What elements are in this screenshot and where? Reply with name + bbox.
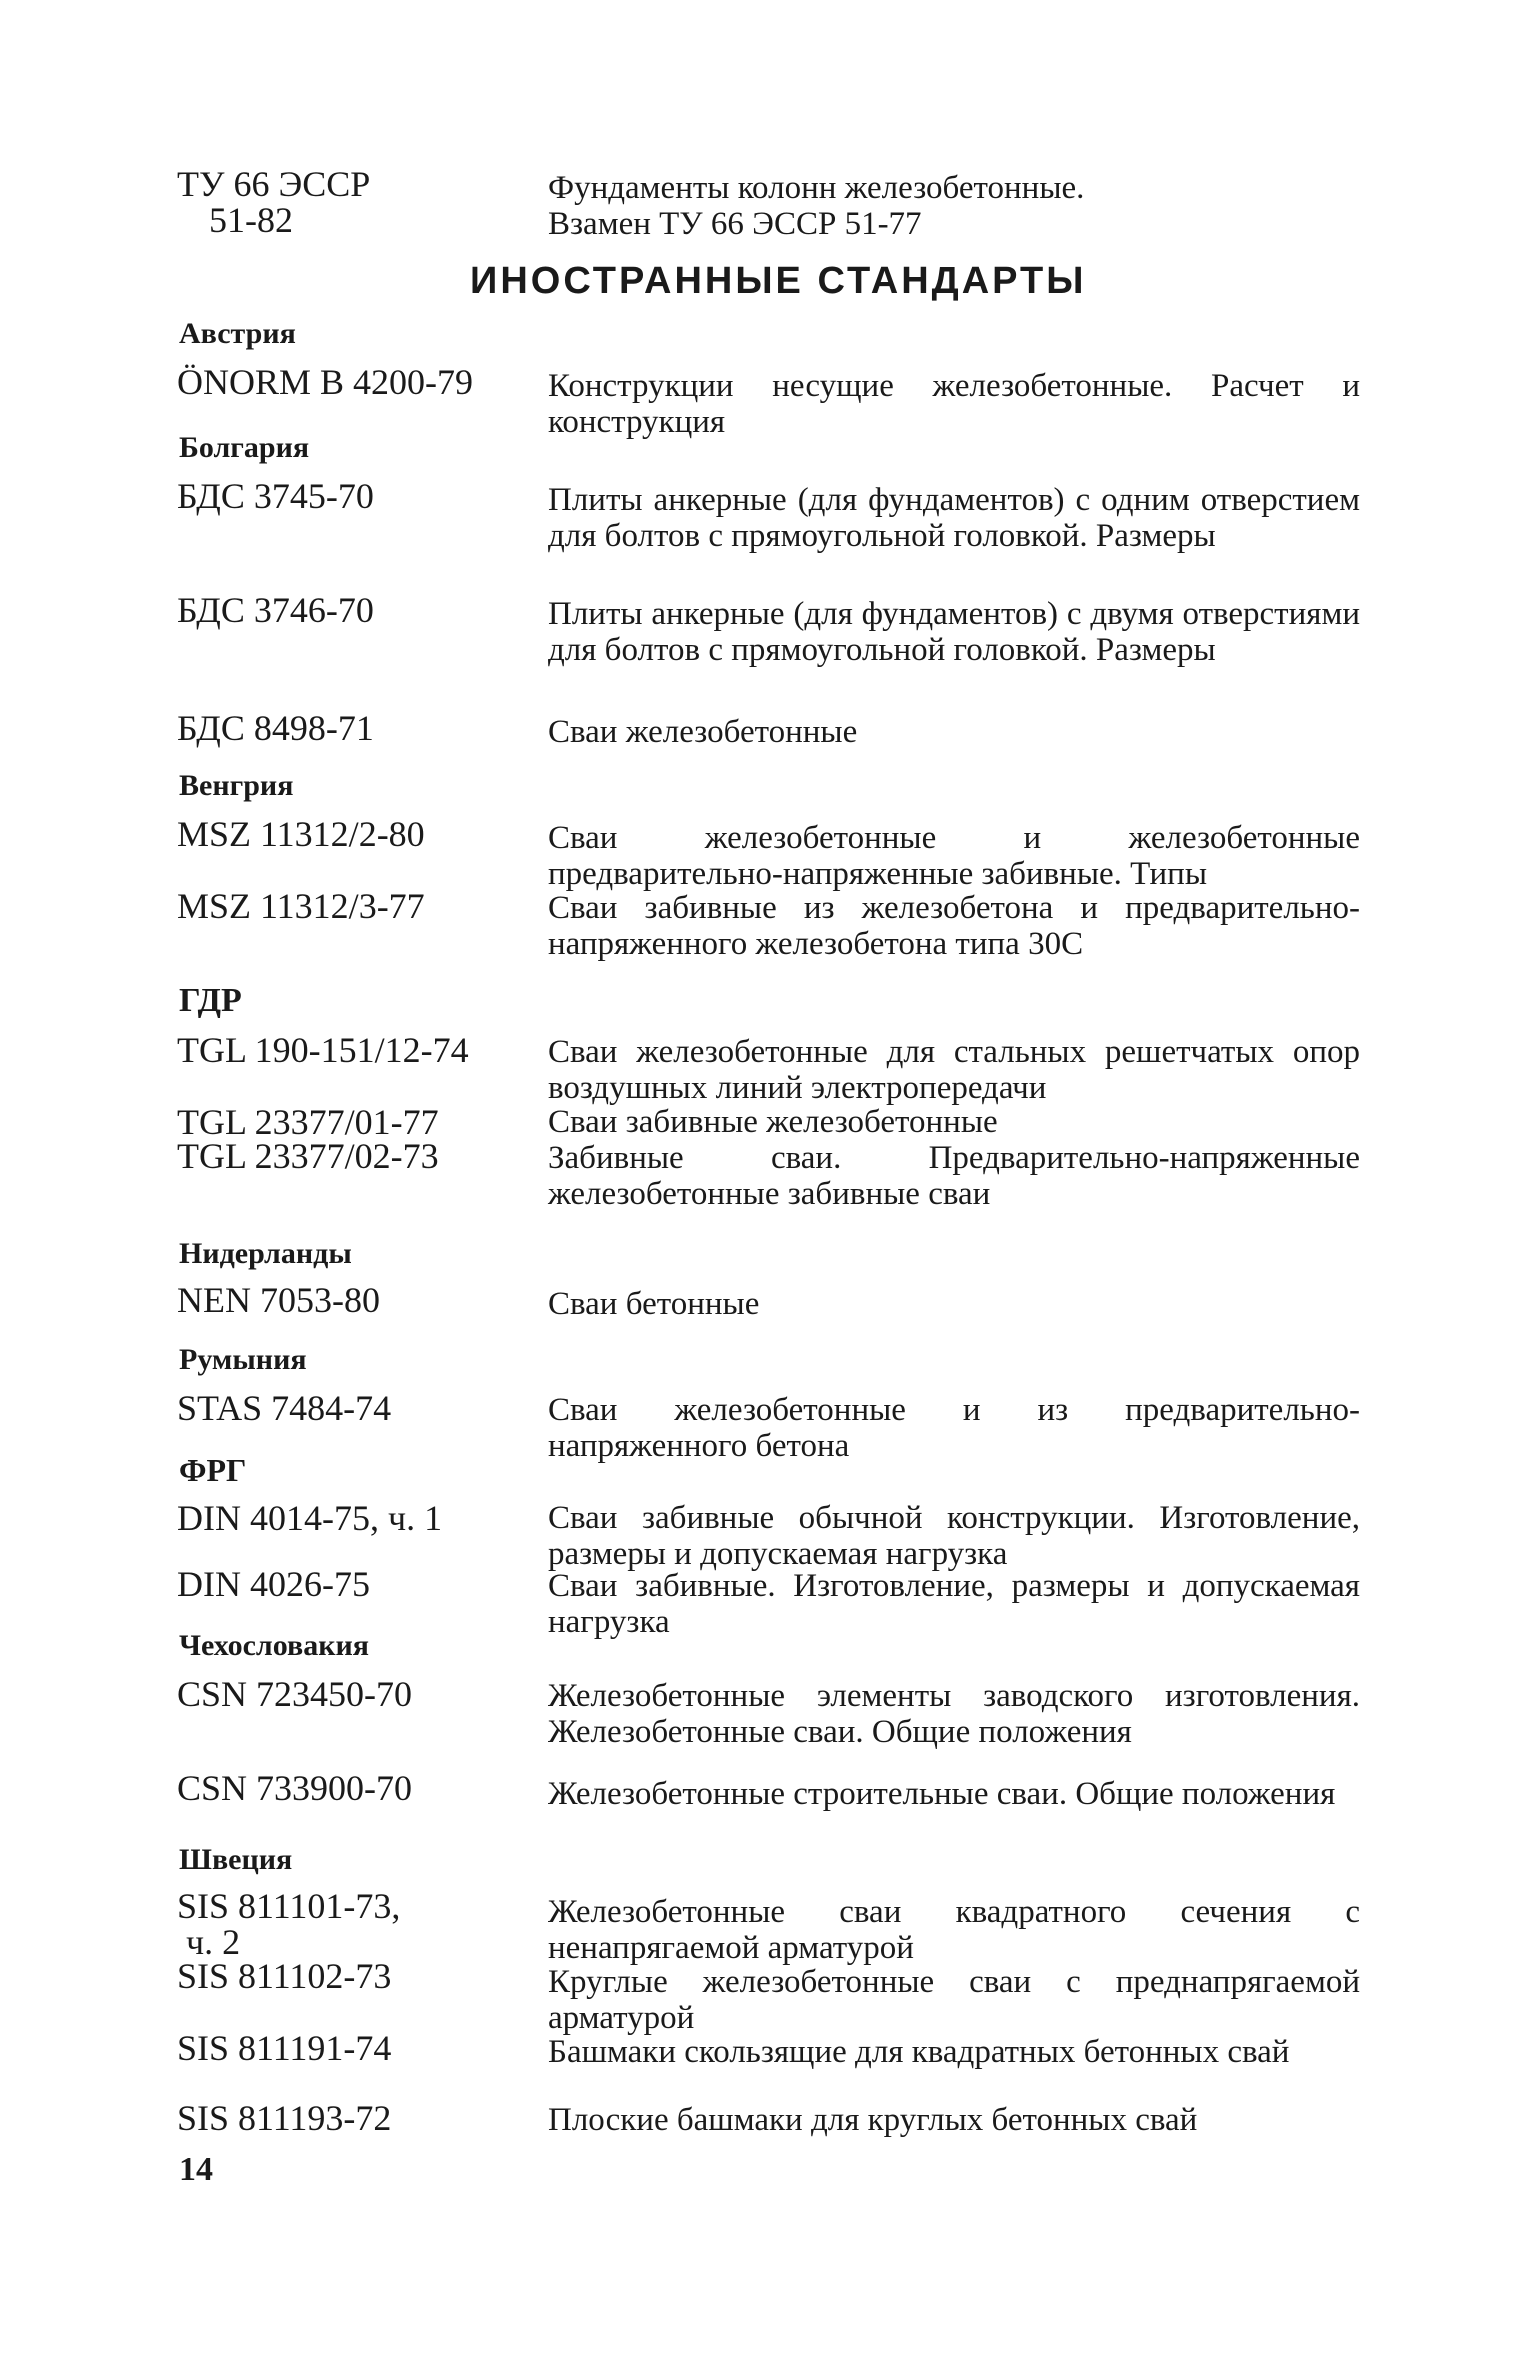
- standard-code: SIS 811191-74: [177, 2028, 392, 2068]
- standard-code: SIS 811193-72: [177, 2098, 392, 2138]
- standard-code: CSN 733900-70: [177, 1768, 413, 1808]
- country-frg: ФРГ: [179, 1452, 247, 1488]
- standard-code: CSN 723450-70: [177, 1674, 413, 1714]
- standard-description: Сваи забивные железобетонные: [548, 1104, 998, 1140]
- country-sweden: Швеция: [179, 1843, 293, 1876]
- country-netherlands: Нидерланды: [179, 1237, 352, 1270]
- standard-description: Круглые железобетонные сваи с преднапрягаемой арматурой: [548, 1964, 1360, 2036]
- standard-description: Сваи железобетонные и железобетонные предварительно-напряженные забивные. Типы: [548, 820, 1360, 892]
- country-czechoslovakia: Чехословакия: [179, 1629, 369, 1662]
- standard-code: TGL 23377/02-73: [177, 1136, 439, 1176]
- standard-description: Железобетонные строительные сваи. Общие положения: [548, 1776, 1336, 1812]
- standard-code: DIN 4014-75, ч. 1: [177, 1498, 443, 1538]
- section-title: ИНОСТРАННЫЕ СТАНДАРТЫ: [470, 260, 1087, 302]
- standard-description: Плиты анкерные (для фундаментов) с двумя отверстиями для болтов с прямоугольной головкой. Размеры: [548, 596, 1360, 668]
- country-bulgaria: Болгария: [179, 431, 310, 464]
- header-desc-line2: Взамен ТУ 66 ЭССР 51-77: [548, 206, 922, 242]
- standard-description: Плоские башмаки для круглых бетонных свай: [548, 2102, 1198, 2138]
- page-number: 14: [179, 2151, 213, 2188]
- standard-description: Сваи забивные. Изготовление, размеры и допускаемая нагрузка: [548, 1568, 1360, 1640]
- standard-code: MSZ 11312/3-77: [177, 886, 425, 926]
- standard-description: Плиты анкерные (для фундаментов) с одним отверстием для болтов с прямоугольной головкой. Размеры: [548, 482, 1360, 554]
- standard-description: Конструкции несущие железобетонные. Расчет и конструкция: [548, 368, 1360, 440]
- country-hungary: Венгрия: [179, 769, 294, 802]
- standard-description: Сваи железобетонные и из предварительно-напряженного бетона: [548, 1392, 1360, 1464]
- standard-code: ÖNORM B 4200-79: [177, 362, 474, 402]
- standard-code: SIS 811101-73, ч. 2: [177, 1886, 401, 1962]
- standard-code: DIN 4026-75: [177, 1564, 370, 1604]
- standard-code: TGL 23377/01-77: [177, 1102, 439, 1142]
- standard-description: Башмаки скользящие для квадратных бетонных свай: [548, 2034, 1290, 2070]
- standard-code: NEN 7053-80: [177, 1280, 380, 1320]
- header-desc-line1: Фундаменты колонн железобетонные.: [548, 170, 1085, 206]
- header-code-line2: 51-82: [209, 200, 293, 240]
- standard-code: MSZ 11312/2-80: [177, 814, 425, 854]
- standard-description: Сваи железобетонные: [548, 714, 858, 750]
- standard-code: TGL 190-151/12-74: [177, 1030, 469, 1070]
- country-gdr: ГДР: [179, 982, 242, 1019]
- header-code-line1: ТУ 66 ЭССР: [177, 164, 371, 204]
- standard-code: STAS 7484-74: [177, 1388, 392, 1428]
- standard-description: Железобетонные сваи квадратного сечения с ненапрягаемой арматурой: [548, 1894, 1360, 1966]
- standard-code: БДС 3745-70: [177, 476, 374, 516]
- standard-description: Забивные сваи. Предварительно-напряженные железобетонные забивные сваи: [548, 1140, 1360, 1212]
- standard-description: Сваи железобетонные для стальных решетчатых опор воздушных линий электропередачи: [548, 1034, 1360, 1106]
- country-austria: Австрия: [179, 317, 296, 350]
- country-romania: Румыния: [179, 1343, 307, 1376]
- standard-code: БДС 8498-71: [177, 708, 374, 748]
- standard-description: Сваи забивные обычной конструкции. Изготовление, размеры и допускаемая нагрузка: [548, 1500, 1360, 1572]
- standard-description: Железобетонные элементы заводского изготовления. Железобетонные сваи. Общие положения: [548, 1678, 1360, 1750]
- standard-code: БДС 3746-70: [177, 590, 374, 630]
- standard-code: SIS 811102-73: [177, 1956, 392, 1996]
- standard-description: Сваи бетонные: [548, 1286, 760, 1322]
- standard-description: Сваи забивные из железобетона и предварительно-напряженного железобетона типа 30С: [548, 890, 1360, 962]
